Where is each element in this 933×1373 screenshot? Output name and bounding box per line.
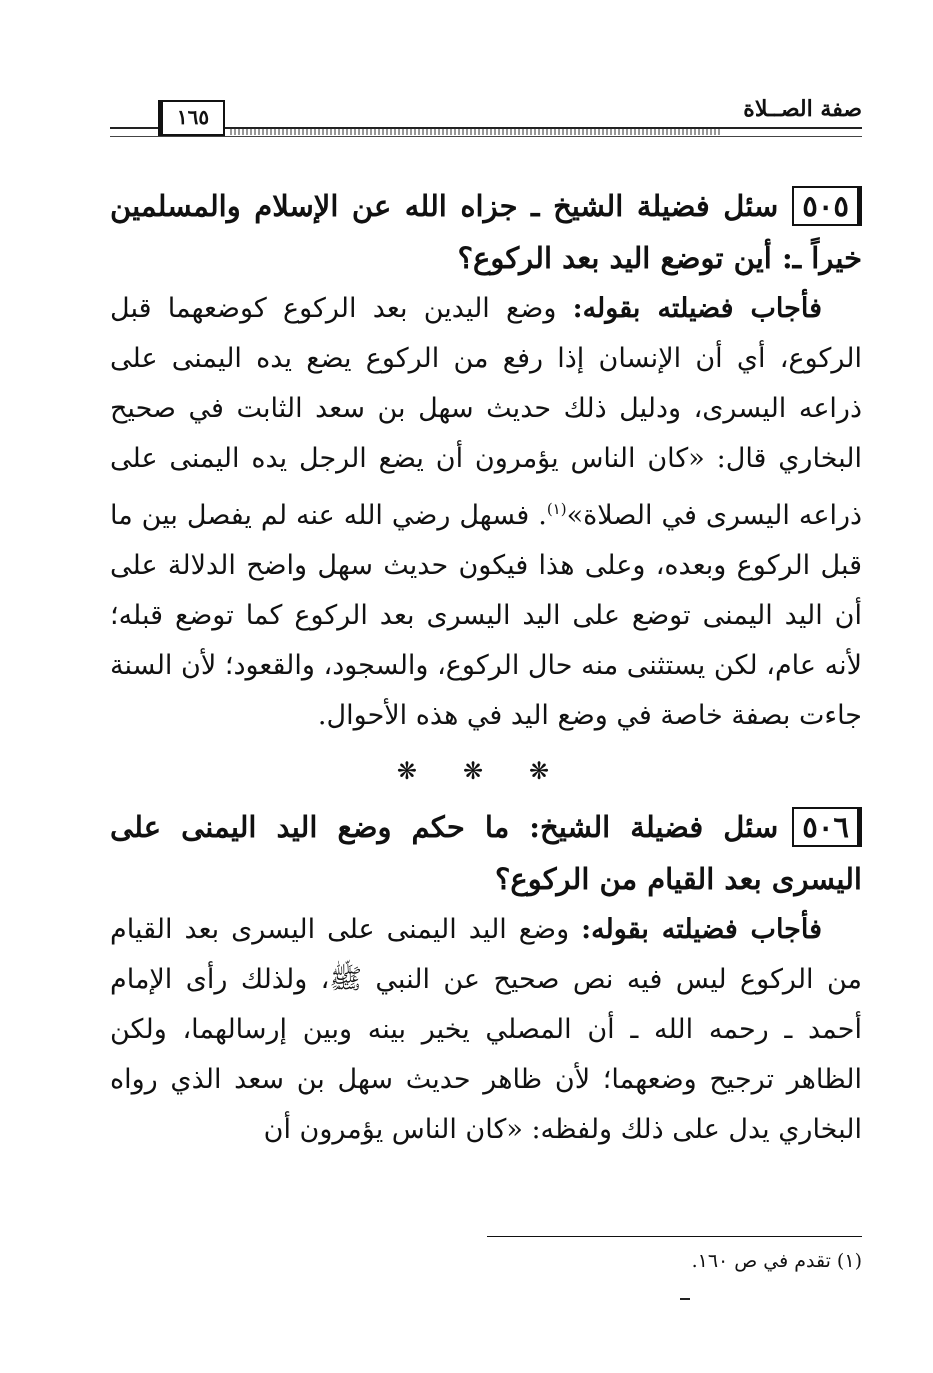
asterism-icon: ❋ bbox=[396, 757, 443, 785]
footnote-ref: (١) bbox=[546, 500, 567, 518]
footnote-rule bbox=[487, 1236, 862, 1237]
page-mark bbox=[680, 1298, 690, 1300]
answer-505 bbox=[110, 284, 862, 741]
book-title: صفة الصــلاة bbox=[743, 96, 862, 122]
question-number-505: ٥٠٥ bbox=[792, 186, 862, 226]
answer-text-505-b: . فسهل رضي الله عنه لم يفصل بين ما قبل الركوع وبعده، وعلى هذا فيكون حديث سهل واضح الدلالة على أن اليد اليمنى توضع على اليد اليسرى بعد الركوع كما توضع قبله؛ لأنه عام، لكن يستثنى منه حال الركوع، والسجود، والقعود؛ لأن السنة جاءت بصفة خاصة في وضع اليد في هذه الأحوال. bbox=[110, 500, 862, 731]
question-505 bbox=[110, 180, 862, 284]
section-separator bbox=[110, 741, 862, 801]
footnote: (١) تقدم في ص ١٦٠. bbox=[691, 1250, 862, 1272]
page-body bbox=[110, 180, 862, 1155]
asterism-icon: ❋ bbox=[529, 757, 576, 785]
page-number: ١٦٥ bbox=[158, 100, 225, 136]
header-rule-bottom bbox=[110, 136, 862, 137]
answer-text-506: وضع اليد اليمنى على اليسرى بعد القيام من الركوع ليس فيه نص صحيح عن النبي ﷺ، ولذلك رأى الإمام أحمد ـ رحمه الله ـ أن المصلي يخير بينه وبين إرسالهما، ولكن الظاهر ترجيح وضعهما؛ لأن ظاهر حديث سهل بن سعد الذي رواه البخاري يدل على ذلك ولفظه: «كان الناس يؤمرون أن bbox=[110, 914, 862, 1145]
answer-text-505-a: وضع اليدين بعد الركوع كوضعهما قبل الركوع، أي أن الإنسان إذا رفع من الركوع يضع يده اليمنى على ذراعه اليسرى، ودليل ذلك حديث سهل بن سعد الثابت في صحيح البخاري قال: «كان الناس يؤمرون أن يضع الرجل يده اليمنى على ذراعه اليسرى في الصلاة» bbox=[110, 293, 863, 531]
asterism-icon: ❋ bbox=[462, 757, 510, 785]
question-number-506: ٥٠٦ bbox=[792, 807, 862, 847]
answer-506 bbox=[110, 905, 862, 1155]
question-text-506: سئل فضيلة الشيخ: ما حكم وضع اليد اليمنى على اليسرى بعد القيام من الركوع؟ bbox=[110, 810, 862, 896]
answer-lead-505: فأجاب فضيلته بقوله: bbox=[572, 293, 822, 324]
header-rule-dotted bbox=[230, 129, 722, 135]
page-header bbox=[110, 96, 862, 142]
question-506 bbox=[110, 801, 862, 905]
question-text-505: سئل فضيلة الشيخ ـ جزاه الله عن الإسلام والمسلمين خيراً ـ: أين توضع اليد بعد الركوع؟ bbox=[110, 189, 862, 275]
answer-lead-506: فأجاب فضيلته بقوله: bbox=[581, 914, 822, 945]
